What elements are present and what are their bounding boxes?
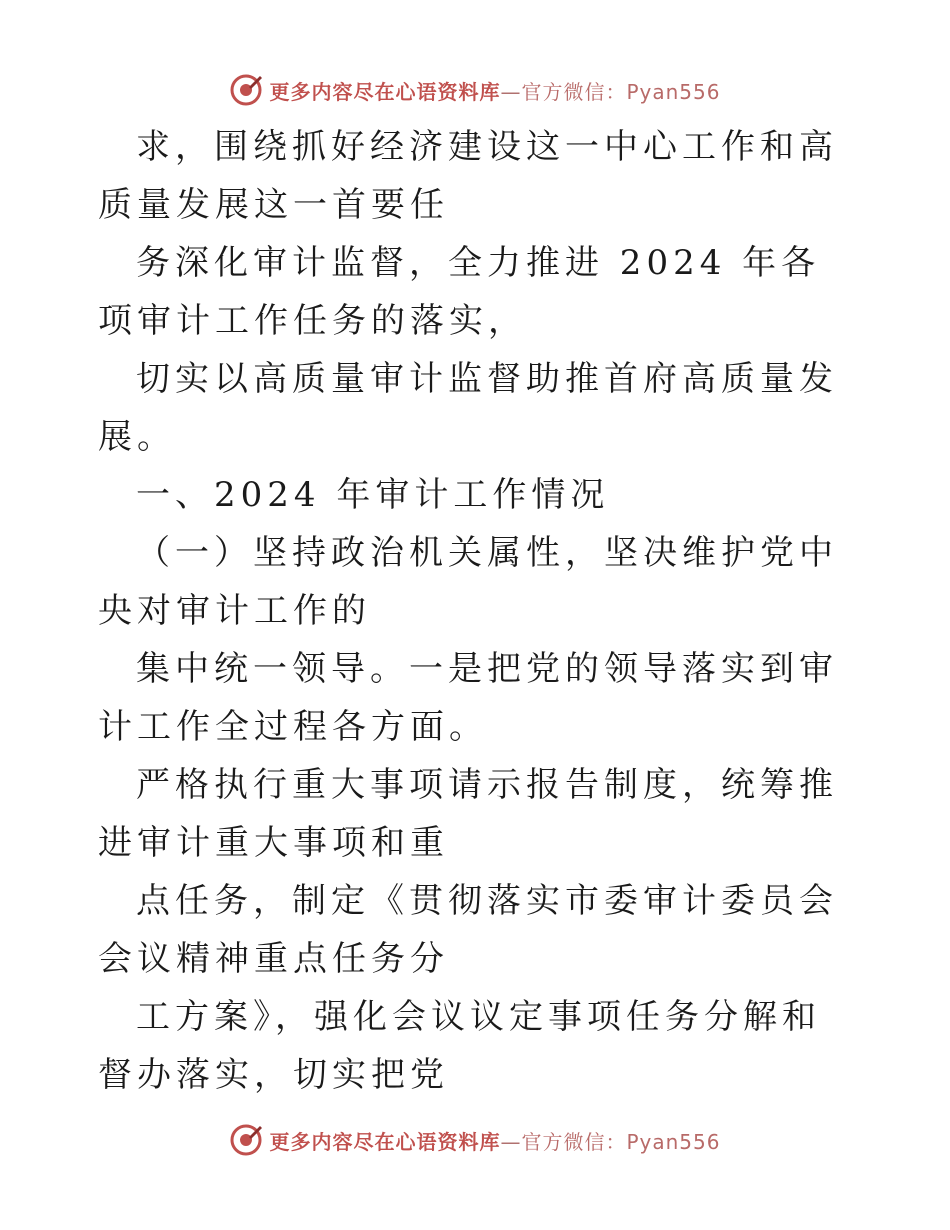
- brand-logo-icon: [229, 73, 263, 107]
- paragraph: 务深化审计监督，全力推进 2024 年各项审计工作任务的落实，: [98, 243, 821, 341]
- watermark-wechat: 官方微信：Pyan556: [521, 79, 721, 104]
- watermark-separator: —: [500, 79, 522, 104]
- section-heading: 一、2024 年审计工作情况: [136, 475, 610, 515]
- footer-watermark: [0, 1120, 950, 1160]
- paragraph: 工方案》，强化会议议定事项任务分解和督办落实，切实把党: [98, 997, 821, 1095]
- brand-logo-icon: [229, 1123, 263, 1157]
- subsection-heading: （一）坚持政治机关属性，坚决维护党中央对审计工作的: [98, 533, 838, 631]
- document-body: [98, 118, 858, 1104]
- paragraph: 求，围绕抓好经济建设这一中心工作和高质量发展这一首要任: [98, 127, 838, 225]
- watermark-text: [269, 76, 720, 105]
- paragraph: 点任务，制定《贯彻落实市委审计委员会会议精神重点任务分: [98, 881, 838, 979]
- watermark-text: [269, 1126, 720, 1155]
- header-watermark: [0, 70, 950, 110]
- watermark-separator: —: [500, 1129, 522, 1154]
- watermark-brand: 更多内容尽在心语资料库: [269, 1129, 501, 1154]
- watermark-wechat: 官方微信：Pyan556: [521, 1129, 721, 1154]
- watermark-brand: 更多内容尽在心语资料库: [269, 79, 501, 104]
- paragraph: 切实以高质量审计监督助推首府高质量发展。: [98, 359, 838, 457]
- paragraph: 集中统一领导。一是把党的领导落实到审计工作全过程各方面。: [98, 649, 838, 747]
- paragraph: 严格执行重大事项请示报告制度，统筹推进审计重大事项和重: [98, 765, 838, 863]
